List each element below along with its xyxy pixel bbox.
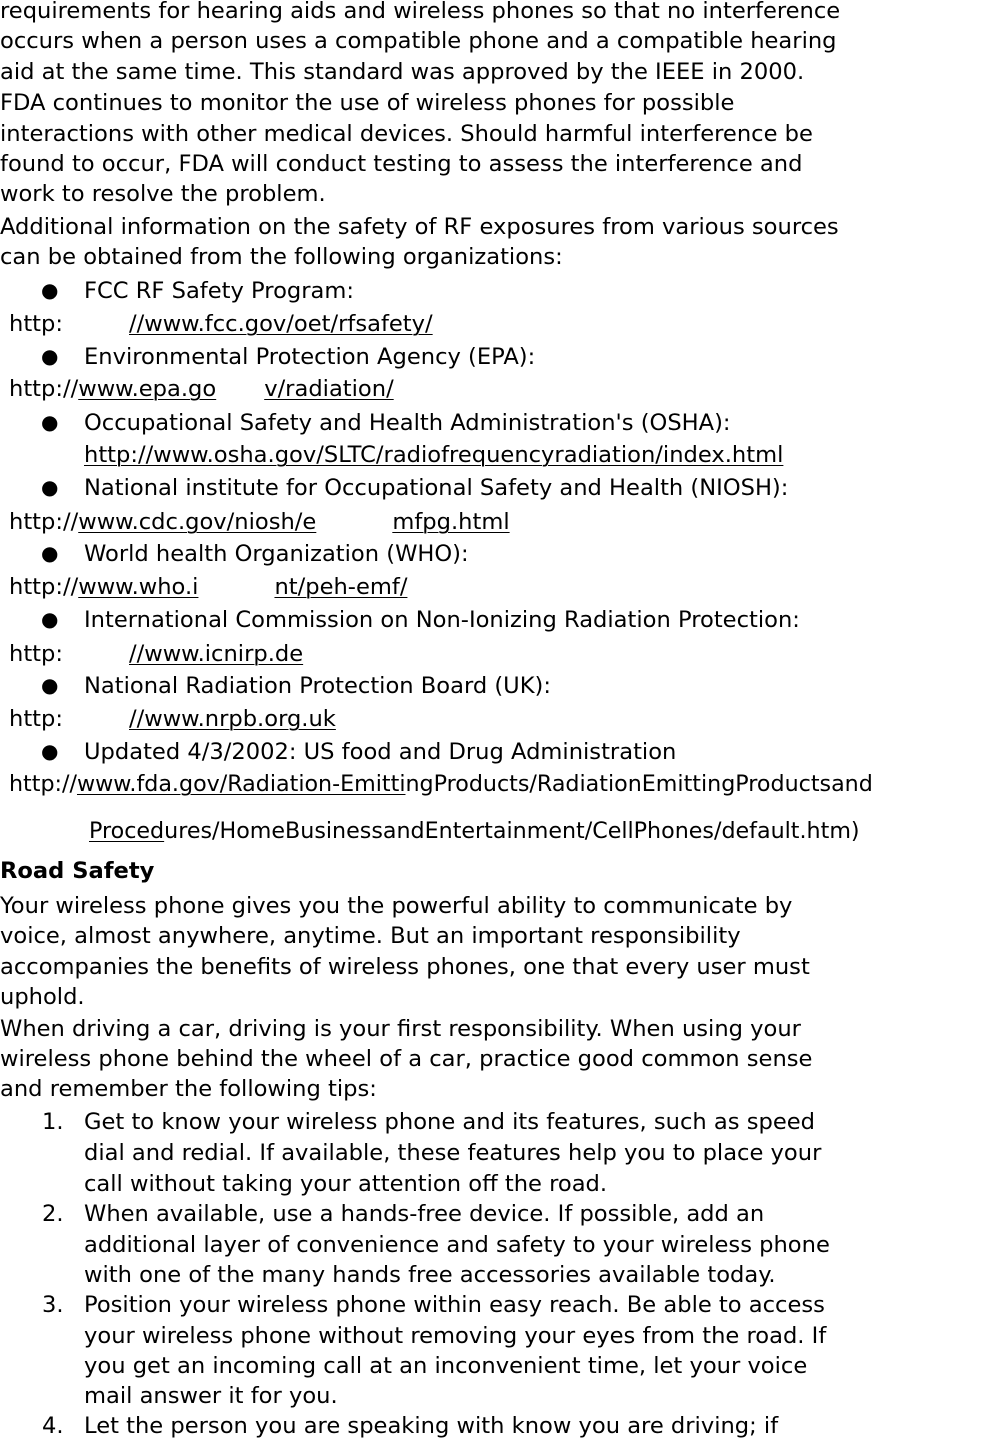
list-item-line: your wireless phone without removing your eyes from the road. If — [84, 1323, 827, 1349]
org-name: National Radiation Protection Board (UK): — [84, 673, 551, 699]
org-name: Environmental Protection Agency (EPA): — [84, 344, 536, 370]
org-link-continued[interactable]: Procedures/HomeBusinessandEntertainment/CellPhones/default.htm) — [89, 818, 860, 844]
list-number: 4. — [42, 1413, 64, 1439]
list-item-line: dial and redial. If available, these features help you to place your — [84, 1140, 822, 1166]
list-item-line: call without taking your attention off the road. — [84, 1171, 608, 1197]
org-name: International Commission on Non-Ionizing Radiation Protection: — [84, 607, 800, 633]
org-name: Occupational Safety and Health Administration's (OSHA): — [84, 410, 731, 436]
org-link[interactable]: http: //www.fcc.gov/oet/rfsafety/ — [9, 311, 433, 337]
intro-line: aid at the same time. This standard was approved by the IEEE in 2000. — [0, 59, 805, 85]
list-item-line: Let the person you are speaking with know you are driving; if — [84, 1413, 779, 1439]
intro-line: can be obtained from the following organizations: — [0, 244, 563, 270]
list-item-line: When available, use a hands-free device. If possible, add an — [84, 1201, 765, 1227]
bullet-icon: ● — [41, 410, 59, 434]
org-name: FCC RF Safety Program: — [84, 278, 354, 304]
list-number: 2. — [42, 1201, 64, 1227]
intro-line: Additional information on the safety of RF exposures from various sources — [0, 214, 839, 240]
org-name: Updated 4/3/2002: US food and Drug Administration — [84, 739, 677, 765]
list-number: 3. — [42, 1292, 64, 1318]
paragraph-line: wireless phone behind the wheel of a car, practice good common sense — [0, 1046, 813, 1072]
paragraph-line: uphold. — [0, 984, 85, 1010]
paragraph-line: accompanies the benefits of wireless phones, one that every user must — [0, 954, 810, 980]
list-item-line: mail answer it for you. — [84, 1383, 338, 1409]
bullet-icon: ● — [41, 475, 59, 499]
bullet-icon: ● — [41, 344, 59, 368]
org-link[interactable]: http://www.who.i nt/peh-emf/ — [9, 574, 408, 600]
list-item-line: additional layer of convenience and safety to your wireless phone — [84, 1232, 830, 1258]
list-item-line: Position your wireless phone within easy reach. Be able to access — [84, 1292, 825, 1318]
intro-line: found to occur, FDA will conduct testing to assess the interference and — [0, 151, 803, 177]
paragraph-line: voice, almost anywhere, anytime. But an important responsibility — [0, 923, 741, 949]
section-heading: Road Safety — [0, 858, 155, 884]
bullet-icon: ● — [41, 739, 59, 763]
org-link[interactable]: http://www.osha.gov/SLTC/radiofrequencyradiation/index.html — [84, 442, 784, 468]
org-link[interactable]: http://www.epa.go v/radiation/ — [9, 376, 394, 402]
list-number: 1. — [42, 1109, 64, 1135]
list-item-line: with one of the many hands free accessories available today. — [84, 1262, 776, 1288]
bullet-icon: ● — [41, 541, 59, 565]
paragraph-line: When driving a car, driving is your first responsibility. When using your — [0, 1016, 801, 1042]
intro-line: FDA continues to monitor the use of wireless phones for possible — [0, 90, 735, 116]
org-link[interactable]: http://www.fda.gov/Radiation-EmittingProducts/RadiationEmittingProductsand — [9, 771, 873, 797]
list-item-line: you get an incoming call at an inconvenient time, let your voice — [84, 1353, 808, 1379]
org-name: National institute for Occupational Safety and Health (NIOSH): — [84, 475, 789, 501]
paragraph-line: Your wireless phone gives you the powerful ability to communicate by — [0, 893, 793, 919]
intro-line: interactions with other medical devices. Should harmful interference be — [0, 121, 813, 147]
bullet-icon: ● — [41, 278, 59, 302]
bullet-icon: ● — [41, 607, 59, 631]
list-item-line: Get to know your wireless phone and its features, such as speed — [84, 1109, 815, 1135]
org-link[interactable]: http://www.cdc.gov/niosh/e mfpg.html — [9, 509, 510, 535]
intro-line: occurs when a person uses a compatible phone and a compatible hearing — [0, 28, 837, 54]
bullet-icon: ● — [41, 673, 59, 697]
intro-line: work to resolve the problem. — [0, 181, 326, 207]
org-link[interactable]: http: //www.nrpb.org.uk — [9, 706, 336, 732]
paragraph-line: and remember the following tips: — [0, 1076, 377, 1102]
org-name: World health Organization (WHO): — [84, 541, 469, 567]
org-link[interactable]: http: //www.icnirp.de — [9, 641, 304, 667]
intro-line: requirements for hearing aids and wireless phones so that no interference — [0, 0, 841, 24]
